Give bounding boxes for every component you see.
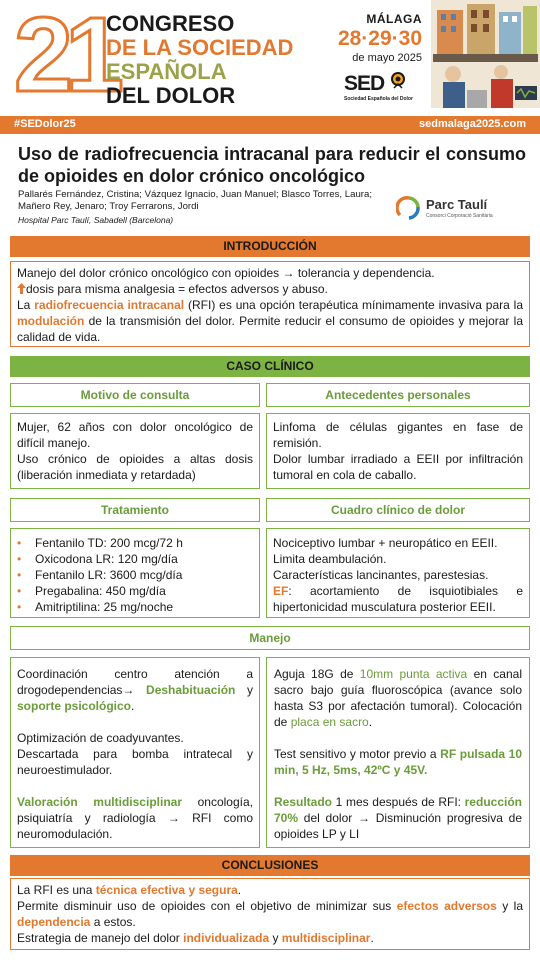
highlight-rf-pulsada: RF pulsada 10 min, 5 Hz, 5ms, 42ºC y 45V.	[274, 747, 523, 777]
intro-highlight-rfi: radiofrecuencia intracanal	[34, 298, 185, 312]
parc-tauli-logo	[396, 195, 516, 223]
highlight-reduccion: reducción 70%	[274, 795, 522, 825]
congress-title-line-2: DE LA SOCIEDAD	[106, 35, 294, 60]
conclusion-line-1	[17, 882, 523, 898]
list-item: • Amitriptilina: 25 mg/noche	[17, 599, 253, 615]
manejo-left-text-2: y	[235, 683, 253, 697]
highlight-deshabituacion: Deshabituación	[146, 683, 236, 697]
tratamiento-list	[17, 535, 253, 615]
conclusion-3-end: .	[370, 931, 374, 945]
header-band	[0, 116, 540, 134]
manejo-right-text-5: 1 mes después de RFI:	[332, 795, 465, 809]
manejo-left-text-3: .	[131, 699, 135, 713]
highlight-individualizada: individualizada	[183, 931, 270, 945]
list-item: • Fentanilo TD: 200 mcg/72 h	[17, 535, 253, 551]
manejo-right-para-3	[274, 794, 522, 842]
edition-number: 21	[14, 0, 116, 114]
poster-authors: Pallarés Fernández, Cristina; Vázquez Ignacio, Juan Manuel; Blasco Torres, Laura; Mañero Rey, Jenaro; Troy Ferrarons, Jordi	[18, 189, 372, 212]
conclusion-1-end: .	[237, 883, 242, 897]
highlight-soporte: soporte psicológico	[17, 699, 132, 713]
motivo-text-2: Uso crónico de opioides a altas dosis (liberación inmediata y retardada)	[17, 452, 253, 482]
antecedentes-heading: Antecedentes personales	[266, 383, 530, 407]
conclusion-2-text: Permite disminuir uso de opioides con el objetivo de minimizar sus	[17, 899, 397, 913]
cuadro-line-3: Características lancinantes, parestesias.	[273, 568, 489, 582]
sed-logo-text: SED	[344, 72, 385, 95]
highlight-resultado: Resultado	[274, 795, 333, 809]
motivo-box	[10, 413, 260, 489]
list-item: • Oxicodona LR: 120 mg/día	[17, 551, 253, 567]
intro-heading: INTRODUCCIÓN	[10, 236, 530, 257]
conclusion-2-end: a estos.	[90, 915, 136, 929]
manejo-left-para-2: Optimización de coadyuvantes.	[17, 731, 184, 745]
manejo-right-para-1	[274, 666, 522, 730]
list-item: • Fentanilo LR: 3600 mcg/día	[17, 567, 253, 583]
intro-box	[10, 261, 530, 347]
manejo-right-text-2: en canal sacro bajo guía fluoroscópica (avance solo hasta S3 por afectación tumoral). Colocación de	[274, 667, 522, 729]
congress-dates: 28·29·30	[337, 27, 422, 50]
list-item: • Pregabalina: 450 mg/día	[17, 583, 253, 599]
conclusion-3-mid: y	[269, 931, 282, 945]
congress-header	[0, 0, 540, 116]
cuadro-ef-label: EF	[273, 584, 289, 598]
congress-month-year: de mayo 2025	[352, 52, 422, 64]
conclusion-1-text: La RFI es una	[17, 883, 96, 897]
congress-location	[330, 12, 422, 64]
conclusion-line-3	[17, 930, 523, 946]
intro-line-1: Manejo del dolor crónico oncológico con opioides → tolerancia y dependencia.	[17, 266, 435, 280]
highlight-punta-activa: 10mm punta activa	[359, 667, 468, 681]
conclusion-3-text: Estrategia de manejo del dolor	[17, 931, 184, 945]
intro-p-part-1: La	[17, 298, 35, 312]
sed-logo-icon	[390, 72, 406, 90]
manejo-right-text-3: .	[368, 715, 373, 729]
conclusion-line-2	[17, 898, 523, 930]
intro-line-2-text: dosis para misma analgesia = efectos adversos y abuso.	[26, 282, 328, 296]
manejo-left-para-1	[17, 666, 253, 714]
highlight-multidisciplinar: multidisciplinar	[281, 931, 371, 945]
cuadro-line-1: Nociceptivo lumbar + neuropático en EEII.	[273, 536, 498, 550]
hashtag: #SEDolor25	[14, 118, 76, 130]
cuadro-ef-text: : acortamiento de isquiotibiales e hipertonicidad musculatura posterior EEII.	[273, 584, 523, 614]
motivo-text-1: Mujer, 62 años con dolor oncológico de difícil manejo.	[17, 420, 253, 450]
parc-tauli-name: Parc Taulí	[426, 197, 488, 212]
manejo-right-para-2	[274, 746, 522, 778]
conclusions-box	[10, 878, 530, 950]
conclusions-heading: CONCLUSIONES	[10, 855, 530, 876]
city-illustration-icon	[431, 0, 540, 108]
antecedentes-text-1: Linfoma de células gigantes en fase de remisión.	[273, 420, 523, 450]
intro-paragraph	[17, 297, 523, 345]
parc-tauli-logo-icon	[396, 195, 422, 221]
manejo-right-text-1: Aguja 18G de	[274, 667, 360, 681]
malaga-illustration	[431, 0, 540, 108]
congress-title	[106, 12, 293, 108]
highlight-tecnica: técnica efectiva y segura	[95, 883, 238, 897]
manejo-left-text-4: oncología, psiquiatría y radiología → RFI como neuromodulación.	[17, 795, 253, 841]
cuadro-line-2: Limita deambulación.	[273, 552, 387, 566]
poster-title: Uso de radiofrecuencia intracanal para reducir el consumo de opioides en dolor crónico oncológico	[18, 144, 526, 186]
sed-logo	[344, 72, 424, 108]
antecedentes-box	[266, 413, 530, 489]
arrow-up-icon	[17, 283, 26, 294]
poster-hospital: Hospital Parc Taulí, Sabadell (Barcelona)	[18, 215, 174, 225]
conclusion-2-mid: y la	[496, 899, 523, 913]
cuadro-box	[266, 528, 530, 618]
manejo-right-box	[266, 657, 530, 848]
manejo-left-text-1: Coordinación centro atención a drogodependencias→	[17, 667, 253, 697]
cuadro-line-4	[273, 583, 523, 615]
manejo-left-para-4	[17, 794, 253, 842]
congress-title-line-4: DEL DOLOR	[106, 83, 236, 108]
sed-logo-subtitle: Sociedad Española del Dolor	[344, 96, 413, 102]
intro-p-part-3: de la transmisión del dolor. Permite reducir el consumo de opioides y mejorar la calidad de vida.	[17, 314, 523, 344]
website-link[interactable]: sedmalaga2025.com	[418, 118, 526, 130]
tratamiento-box	[10, 528, 260, 618]
manejo-right-text-4: Test sensitivo y motor previo a	[274, 747, 441, 761]
tratamiento-heading: Tratamiento	[10, 498, 260, 522]
city-name: MÁLAGA	[366, 12, 422, 26]
manejo-heading: Manejo	[10, 626, 530, 650]
highlight-valoracion: Valoración multidisciplinar	[17, 795, 182, 809]
manejo-left-box	[10, 657, 260, 848]
manejo-left-para-3: Descartada para bomba intratecal y neuroestimulador.	[17, 747, 253, 777]
intro-highlight-modulacion: modulación	[17, 314, 85, 328]
highlight-dependencia: dependencia	[17, 915, 91, 929]
congress-title-line-3: ESPAÑOLA	[106, 59, 227, 84]
intro-p-part-2: (RFI) es una opción terapéutica mínimamente invasiva para la	[184, 298, 524, 312]
manejo-right-text-6: del dolor → Disminución progresiva de opioides LP y LI	[274, 811, 522, 841]
highlight-efectos: efectos adversos	[396, 899, 497, 913]
highlight-placa-sacro: placa en sacro	[290, 715, 369, 729]
cuadro-heading: Cuadro clínico de dolor	[266, 498, 530, 522]
congress-title-line-1: CONGRESO	[106, 11, 235, 36]
intro-line-2	[17, 281, 523, 297]
antecedentes-text-2: Dolor lumbar irradiado a EEII por infiltración tumoral en cola de caballo.	[273, 452, 523, 482]
parc-tauli-subtitle: Consorci Corporació Sanitària	[426, 213, 493, 219]
case-heading: CASO CLÍNICO	[10, 356, 530, 377]
motivo-heading: Motivo de consulta	[10, 383, 260, 407]
